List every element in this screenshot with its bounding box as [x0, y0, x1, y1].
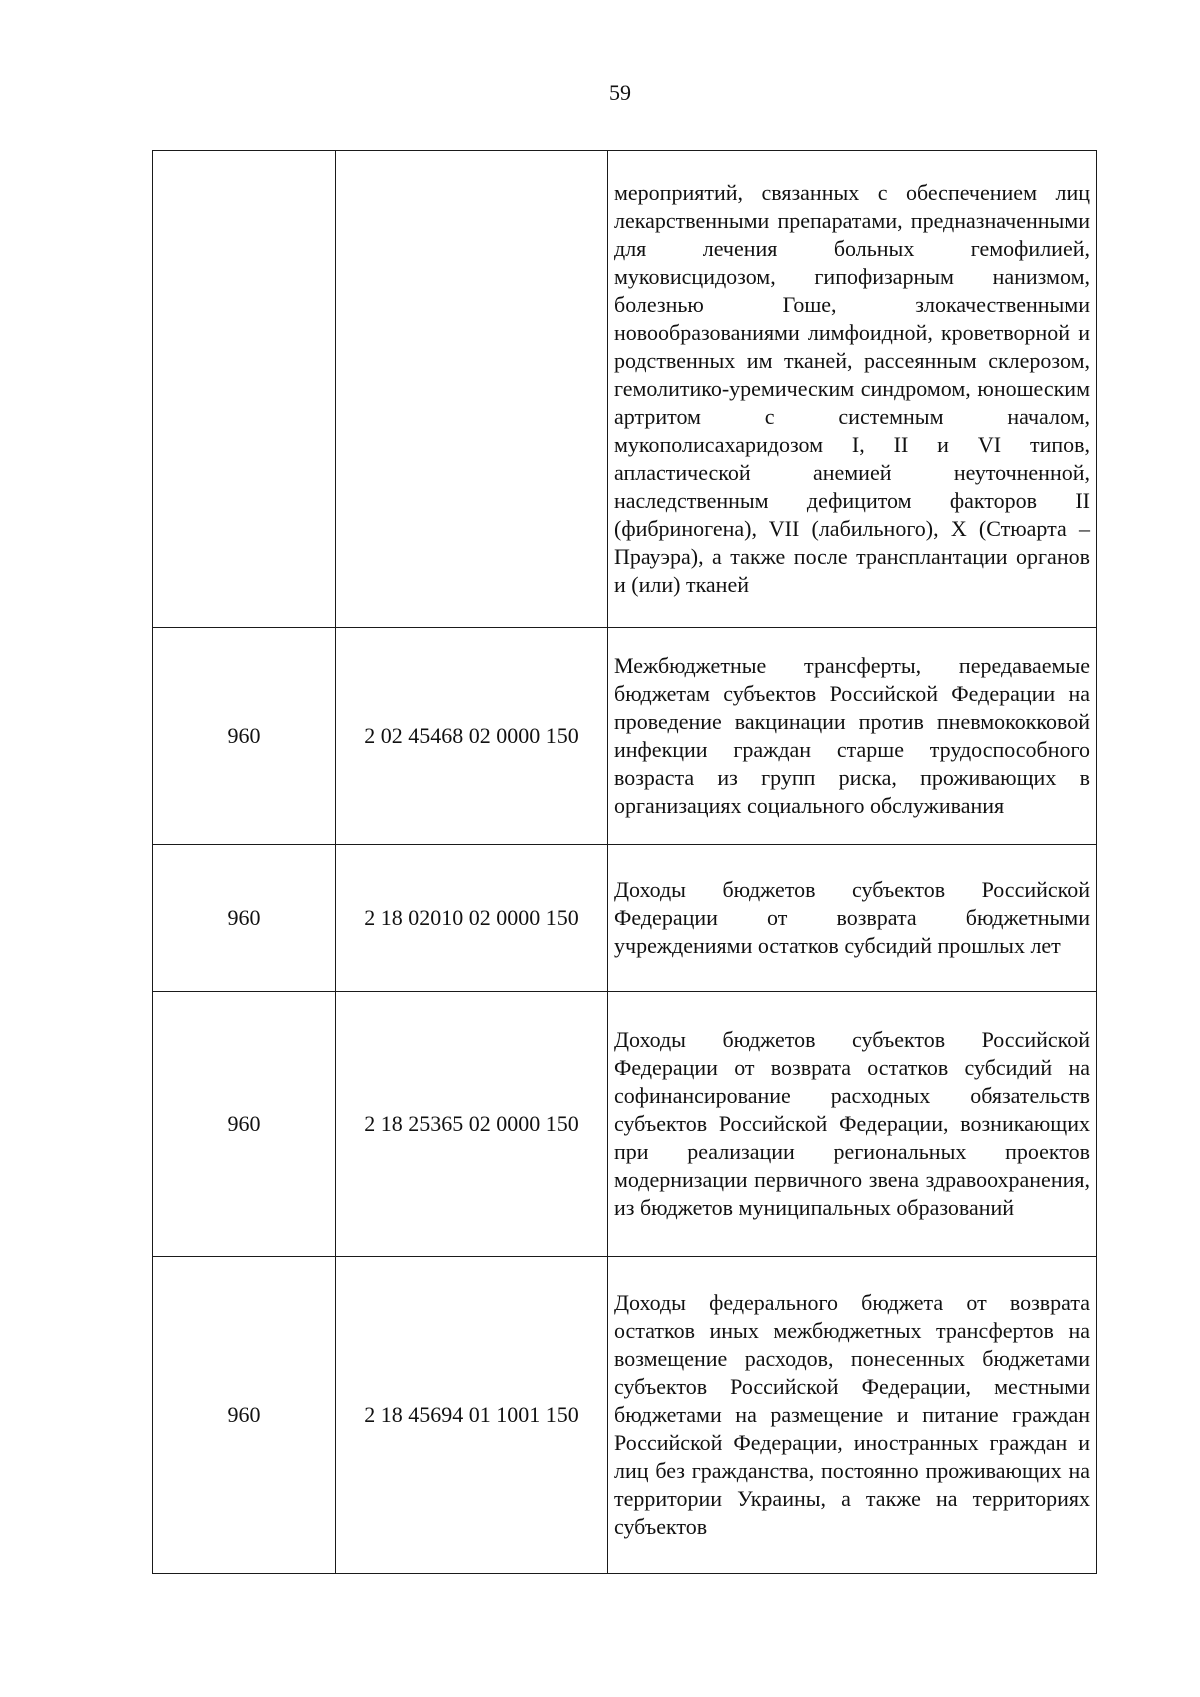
budget-code-cell: 2 18 45694 01 1001 150: [336, 1257, 608, 1574]
table-row: [153, 151, 1097, 628]
budget-code-cell: 2 18 25365 02 0000 150: [336, 992, 608, 1257]
admin-code-cell: 960: [153, 1257, 336, 1574]
description-cell: Межбюджетные трансферты, передаваемые бюджетам субъектов Российской Федерации на проведение вакцинации против пневмококковой инфекции граждан старше трудоспособного возраста из групп риска, проживающих в организациях социального обслуживания: [608, 628, 1097, 845]
table-row: [153, 1257, 1097, 1574]
budget-code-cell: [336, 151, 608, 628]
admin-code-cell: 960: [153, 992, 336, 1257]
description-cell: Доходы федерального бюджета от возврата остатков иных межбюджетных трансфертов на возмещение расходов, понесенных бюджетами субъектов Российской Федерации, местными бюджетами на размещение и питание граждан Российской Федерации, иностранных граждан и лиц без гражданства, постоянно проживающих на территории Украины, а также на территориях субъектов: [608, 1257, 1097, 1574]
table-row: [153, 845, 1097, 992]
table-row: [153, 992, 1097, 1257]
description-cell: Доходы бюджетов субъектов Российской Федерации от возврата остатков субсидий на софинансирование расходных обязательств субъектов Российской Федерации, возникающих при реализации региональных проектов модернизации первичного звена здравоохранения, из бюджетов муниципальных образований: [608, 992, 1097, 1257]
admin-code-cell: [153, 151, 336, 628]
admin-code-cell: 960: [153, 845, 336, 992]
budget-code-cell: 2 02 45468 02 0000 150: [336, 628, 608, 845]
description-cell: мероприятий, связанных с обеспечением лиц лекарственными препаратами, предназначенными для лечения больных гемофилией, муковисцидозом, гипофизарным нанизмом, болезнью Гоше, злокачественными новообразованиями лимфоидной, кроветворной и родственных им тканей, рассеянным склерозом, гемолитико-уремическим синдромом, юношеским артритом с системным началом, мукополисахаридозом I, II и VI типов, апластической анемией неуточненной, наследственным дефицитом факторов II (фибриногена), VII (лабильного), X (Стюарта – Прауэра), а также после трансплантации органов и (или) тканей: [608, 151, 1097, 628]
table-row: [153, 628, 1097, 845]
description-cell: Доходы бюджетов субъектов Российской Федерации от возврата бюджетными учреждениями остатков субсидий прошлых лет: [608, 845, 1097, 992]
budget-code-cell: 2 18 02010 02 0000 150: [336, 845, 608, 992]
page-number: 59: [609, 80, 631, 105]
budget-classification-table: [152, 150, 1097, 1574]
admin-code-cell: 960: [153, 628, 336, 845]
